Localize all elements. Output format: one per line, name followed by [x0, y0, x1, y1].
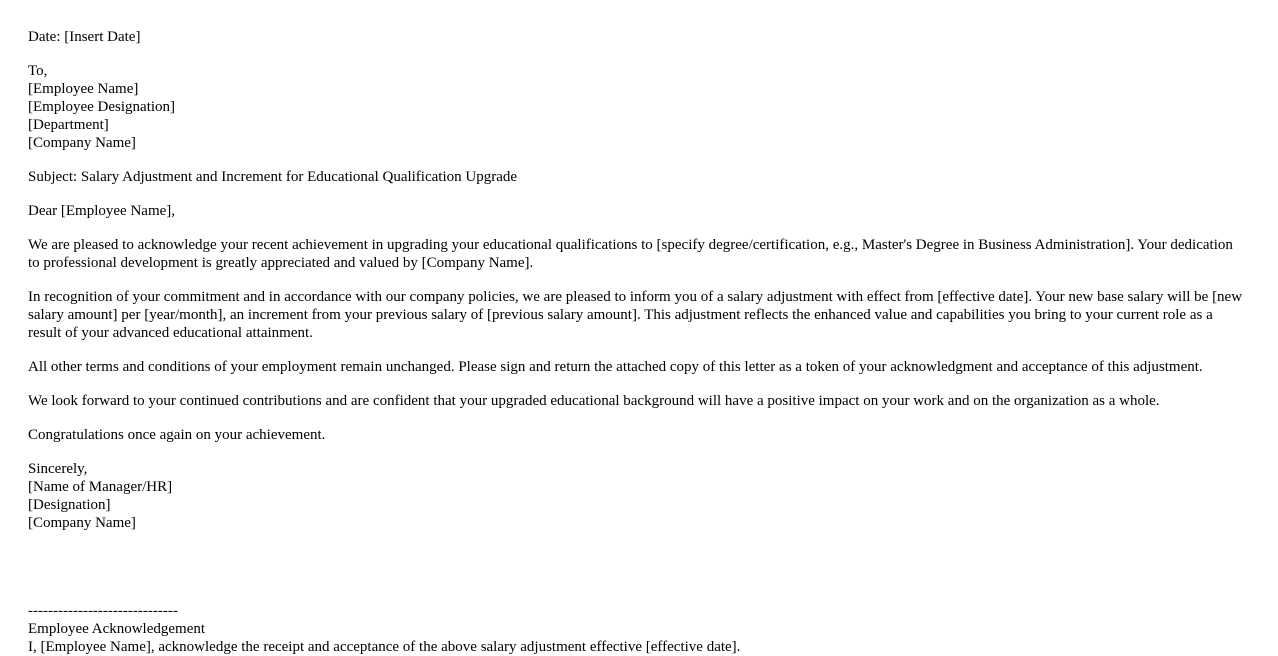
closing-block — [28, 460, 1250, 532]
acknowledgement-block — [28, 602, 1250, 656]
closing-name: [Name of Manager/HR] — [28, 479, 173, 495]
subject-block — [28, 168, 1250, 186]
closing-sign-off: Sincerely, — [28, 461, 88, 477]
recipient-employee-designation: [Employee Designation] — [28, 99, 176, 115]
recipient-to: To, — [28, 63, 48, 79]
salutation: Dear [Employee Name], — [28, 203, 176, 219]
acknowledgement-title: Employee Acknowledgement — [28, 621, 206, 637]
date-line: Date: [Insert Date] — [28, 29, 141, 45]
recipient-company-name: [Company Name] — [28, 135, 136, 151]
recipient-department: [Department] — [28, 117, 109, 133]
paragraph-salary-adjustment: In recognition of your commitment and in accordance with our company policies, we are pleased to inform you of a salary adjustment with effect from [effective date]. Your new base salary will be [new salary amount] per [year/month], an increment from your previous salary of [previous salary amount]. This adjustment reflects the enhanced value and capabilities you bring to your current role as a result of your advanced educational attainment. — [28, 289, 1243, 341]
paragraph-future: We look forward to your continued contributions and are confident that your upgraded educational background will have a positive impact on your work and on the organization as a whole. — [28, 393, 1160, 409]
salutation-block — [28, 202, 1250, 220]
acknowledgement-text: I, [Employee Name], acknowledge the receipt and acceptance of the above salary adjustment effective [effective date]. — [28, 639, 741, 655]
closing-designation: [Designation] — [28, 497, 111, 513]
paragraph-congratulations: Congratulations once again on your achievement. — [28, 427, 326, 443]
recipient-employee-name: [Employee Name] — [28, 81, 139, 97]
signature-spacer — [28, 548, 1250, 602]
paragraph-acknowledgement: We are pleased to acknowledge your recent achievement in upgrading your educational qualifications to [specify degree/certification, e.g., Master's Degree in Business Administration]. Your dedication to professional development is greatly appreciated and valued by [Company Name]. — [28, 237, 1233, 271]
date-block — [28, 28, 1250, 46]
paragraph-terms: All other terms and conditions of your employment remain unchanged. Please sign and return the attached copy of this letter as a token of your acknowledgment and acceptance of this adjustment. — [28, 359, 1203, 375]
closing-company-name: [Company Name] — [28, 515, 136, 531]
recipient-block — [28, 62, 1250, 152]
subject-line: Subject: Salary Adjustment and Increment for Educational Qualification Upgrade — [28, 169, 518, 185]
acknowledgement-divider: ------------------------------ — [28, 603, 178, 619]
